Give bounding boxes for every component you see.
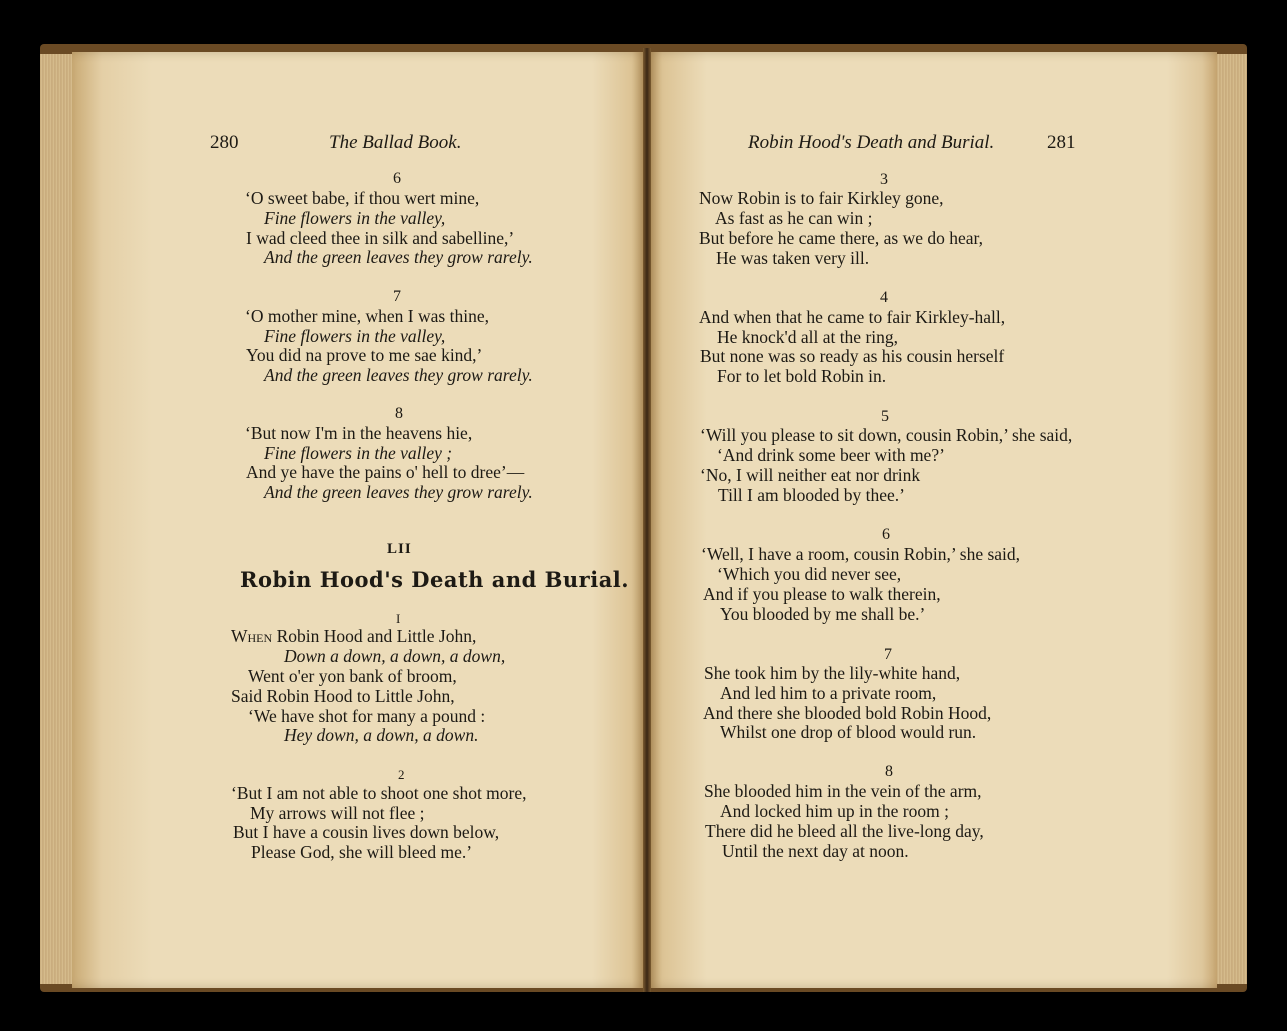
stanza-number: 8	[885, 763, 893, 780]
verse-line: And locked him up in the room ;	[720, 801, 949, 821]
verse-line: And when that he came to fair Kirkley-hall,	[699, 307, 1006, 327]
refrain-line: And the green leaves they grow rarely.	[264, 482, 533, 502]
verse-line: ‘O sweet babe, if thou wert mine,	[245, 188, 480, 208]
verse-line: And if you please to walk therein,	[703, 584, 941, 604]
verse-line: But before he came there, as we do hear,	[699, 228, 984, 248]
refrain-line: And the green leaves they grow rarely.	[264, 365, 533, 385]
verse-line: She blooded him in the vein of the arm,	[704, 781, 982, 801]
verse-line: He was taken very ill.	[716, 248, 870, 268]
verse-line: And led him to a private room,	[720, 683, 937, 703]
refrain-line: And the green leaves they grow rarely.	[264, 247, 533, 267]
verse-line: ‘Which you did never see,	[717, 564, 902, 584]
left-page-number: 280	[210, 132, 239, 153]
stanza-number: 7	[393, 288, 401, 305]
verse-line: He knock'd all at the ring,	[717, 327, 899, 347]
verse-line: For to let bold Robin in.	[717, 366, 887, 386]
verse-line: Whilst one drop of blood would run.	[720, 722, 977, 742]
verse-line: You did na prove to me sae kind,’	[246, 345, 483, 365]
verse-line: But I have a cousin lives down below,	[233, 822, 500, 842]
verse-line: ‘Will you please to sit down, cousin Robin,’ she said,	[700, 425, 1073, 445]
stanza-number: 7	[884, 646, 892, 663]
refrain-line: Hey down, a down, a down.	[284, 725, 479, 745]
verse-line: Till I am blooded by thee.’	[718, 485, 905, 505]
verse-line: And ye have the pains o' hell to dree’—	[246, 462, 525, 482]
verse-line: ‘But now I'm in the heavens hie,	[245, 423, 473, 443]
refrain-line: Down a down, a down, a down,	[284, 646, 506, 666]
stanza-number: 4	[880, 289, 888, 306]
stanza-number: I	[396, 611, 401, 626]
verse-line: Please God, she will bleed me.’	[251, 842, 473, 862]
verse-line: Now Robin is to fair Kirkley gone,	[699, 188, 944, 208]
verse-line: Said Robin Hood to Little John,	[231, 686, 455, 706]
verse-line: ‘But I am not able to shoot one shot more,	[231, 783, 527, 803]
verse-line-first	[231, 626, 476, 647]
verse-line: Went o'er yon bank of broom,	[248, 666, 457, 686]
refrain-line: Fine flowers in the valley,	[264, 326, 446, 346]
right-page-edges	[1217, 54, 1247, 984]
ballad-number: LII	[387, 541, 412, 557]
verse-line: There did he bleed all the live-long day,	[705, 821, 984, 841]
stanza-number: 8	[395, 405, 403, 422]
verse-line-rest: Robin Hood and Little John,	[272, 626, 477, 646]
left-running-header: The Ballad Book.	[329, 132, 462, 153]
refrain-line: Fine flowers in the valley,	[264, 208, 446, 228]
verse-line: ‘No, I will neither eat nor drink	[700, 465, 921, 485]
open-book	[40, 44, 1247, 992]
refrain-line: Fine flowers in the valley ;	[264, 443, 453, 463]
stanza-number: 2	[398, 767, 405, 782]
ballad-title: Robin Hood's Death and Burial.	[240, 567, 630, 592]
verse-line: My arrows will not flee ;	[250, 803, 425, 823]
stanza-number: 6	[393, 170, 401, 187]
verse-line: She took him by the lily-white hand,	[704, 663, 961, 683]
verse-line: But none was so ready as his cousin herself	[700, 346, 1005, 366]
verse-line: ‘And drink some beer with me?’	[717, 445, 945, 465]
drop-word: When	[231, 626, 273, 646]
verse-line: ‘We have shot for many a pound :	[248, 706, 486, 726]
book-spine	[643, 48, 651, 992]
verse-line: As fast as he can win ;	[715, 208, 873, 228]
right-running-header: Robin Hood's Death and Burial.	[748, 132, 995, 153]
stanza-number: 6	[882, 526, 890, 543]
verse-line: ‘O mother mine, when I was thine,	[245, 306, 489, 326]
left-page-edges	[40, 54, 72, 984]
verse-line: I wad cleed thee in silk and sabelline,’	[246, 228, 515, 248]
right-page-number: 281	[1047, 132, 1076, 153]
verse-line: Until the next day at noon.	[722, 841, 909, 861]
verse-line: And there she blooded bold Robin Hood,	[703, 703, 992, 723]
verse-line: You blooded by me shall be.’	[720, 604, 926, 624]
stanza-number: 5	[881, 408, 889, 425]
stanza-number: 3	[880, 171, 888, 188]
verse-line: ‘Well, I have a room, cousin Robin,’ she said,	[701, 544, 1021, 564]
